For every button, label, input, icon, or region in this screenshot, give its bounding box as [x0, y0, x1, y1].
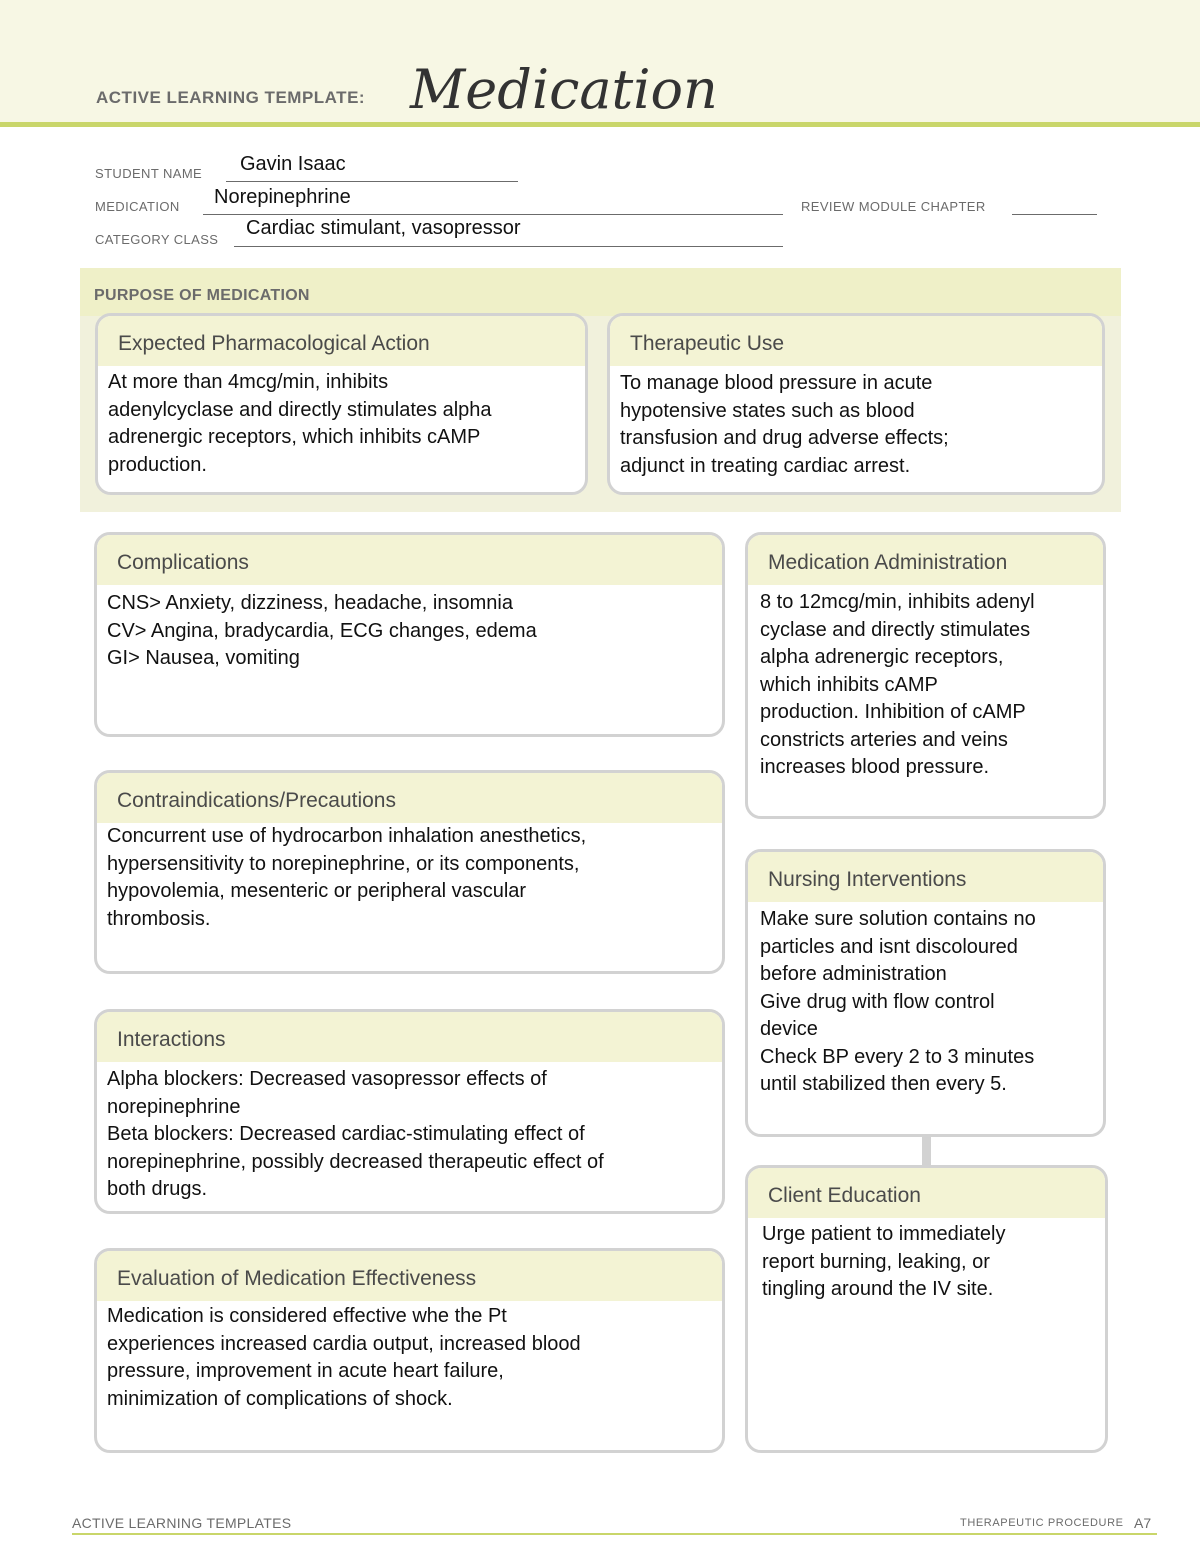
category-class-value[interactable]: Cardiac stimulant, vasopressor: [246, 217, 521, 239]
interactions-box: [94, 1009, 725, 1214]
box-connector: [922, 1137, 931, 1165]
medication-label: MEDICATION: [95, 199, 180, 214]
header-rule: [0, 122, 1200, 127]
expected-action-box: [95, 313, 588, 495]
review-module-line[interactable]: [1012, 214, 1097, 215]
nursing-interventions-heading: Nursing Interventions: [748, 852, 1103, 902]
footer-page-number: A7: [1134, 1515, 1152, 1531]
purpose-title: PURPOSE OF MEDICATION: [94, 287, 310, 304]
template-title-prefix: ACTIVE LEARNING TEMPLATE:: [96, 88, 366, 107]
footer-right-label: THERAPEUTIC PROCEDURE: [960, 1517, 1124, 1529]
client-education-box: [745, 1165, 1108, 1453]
administration-heading: Medication Administration: [748, 535, 1103, 585]
contraindications-heading: Contraindications/Precautions: [97, 773, 722, 823]
expected-action-heading: Expected Pharmacological Action: [98, 316, 585, 366]
medication-line: [203, 214, 783, 215]
contraindications-text[interactable]: Concurrent use of hydrocarbon inhalation anesthetics, hypersensitivity to norepinephrine, or its components, hypovolemia, mesenteric or peripheral vascular thrombosis.: [107, 825, 587, 930]
student-name-label: STUDENT NAME: [95, 166, 203, 181]
review-module-label: REVIEW MODULE CHAPTER: [801, 199, 986, 214]
interactions-text[interactable]: Alpha blockers: Decreased vasopressor effects of norepinephrine Beta blockers: Decreased cardiac-stimulating effect of norepinephrine, possibly decreased therapeutic effect of both drugs.: [107, 1068, 604, 1200]
nursing-interventions-box: [745, 849, 1106, 1137]
therapeutic-use-heading: Therapeutic Use: [610, 316, 1102, 366]
administration-text[interactable]: 8 to 12mcg/min, inhibits adenyl cyclase and directly stimulates alpha adrenergic receptors, which inhibits cAMP production. Inhibition of cAMP constricts arteries and veins increases blood pressure.: [760, 591, 1035, 778]
complications-text[interactable]: CNS> Anxiety, dizziness, headache, insomnia CV> Angina, bradycardia, ECG changes, edema GI> Nausea, vomiting: [107, 592, 537, 669]
evaluation-box: [94, 1248, 725, 1453]
footer-left-label: ACTIVE LEARNING TEMPLATES: [72, 1515, 292, 1531]
nursing-interventions-text[interactable]: Make sure solution contains no particles and isnt discoloured before administration Give drug with flow control device Check BP every 2 to 3 minutes until stabilized then every 5.: [760, 908, 1036, 1095]
student-name-line: [226, 181, 518, 182]
student-name-value[interactable]: Gavin Isaac: [240, 153, 346, 175]
therapeutic-use-box: [607, 313, 1105, 495]
client-education-heading: Client Education: [748, 1168, 1105, 1218]
administration-box: [745, 532, 1106, 819]
client-education-text[interactable]: Urge patient to immediately report burning, leaking, or tingling around the IV site.: [762, 1223, 1006, 1300]
expected-action-text[interactable]: At more than 4mcg/min, inhibits adenylcyclase and directly stimulates alpha adrenergic receptors, which inhibits cAMP production.: [108, 371, 492, 476]
contraindications-box: [94, 770, 725, 974]
category-class-line: [234, 246, 783, 247]
complications-heading: Complications: [97, 535, 722, 585]
therapeutic-use-text[interactable]: To manage blood pressure in acute hypotensive states such as blood transfusion and drug adverse effects; adjunct in treating cardiac arrest.: [620, 372, 949, 477]
category-class-label: CATEGORY CLASS: [95, 232, 219, 247]
template-title: Medication: [410, 58, 718, 121]
complications-box: [94, 532, 725, 737]
footer-rule: [72, 1533, 1157, 1535]
interactions-heading: Interactions: [97, 1012, 722, 1062]
medication-value[interactable]: Norepinephrine: [214, 186, 351, 208]
evaluation-heading: Evaluation of Medication Effectiveness: [97, 1251, 722, 1301]
evaluation-text[interactable]: Medication is considered effective whe the Pt experiences increased cardia output, increased blood pressure, improvement in acute heart failure, minimization of complications of shock.: [107, 1305, 581, 1410]
